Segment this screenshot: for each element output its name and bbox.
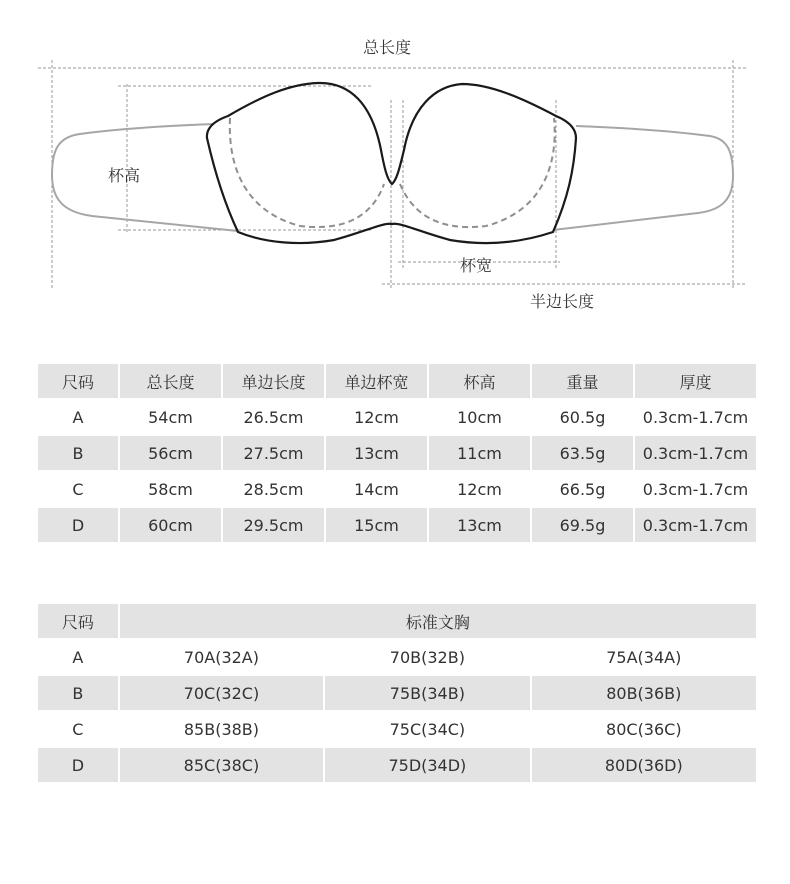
- table-cell: 85B(38B): [120, 712, 323, 746]
- table-row: [38, 640, 756, 674]
- table-cell: 75C(34C): [325, 712, 529, 746]
- table-cell: 29.5cm: [223, 508, 324, 542]
- table-cell: 54cm: [120, 400, 221, 434]
- table-row: [38, 472, 756, 506]
- table-row: [38, 508, 756, 542]
- header-cell: 单边杯宽: [326, 364, 427, 398]
- table-cell: 0.3cm-1.7cm: [635, 436, 756, 470]
- table-cell: 28.5cm: [223, 472, 324, 506]
- table-row: [38, 436, 756, 470]
- table-cell: 56cm: [120, 436, 221, 470]
- table-cell: 14cm: [326, 472, 427, 506]
- header-cell: 标准文胸: [120, 604, 756, 638]
- table-cell: 70A(32A): [120, 640, 323, 674]
- table-cell: 15cm: [326, 508, 427, 542]
- header-cell: 厚度: [635, 364, 756, 398]
- header-cell: 总长度: [120, 364, 221, 398]
- table-cell: 85C(38C): [120, 748, 323, 782]
- size-spec-table: [36, 362, 758, 544]
- table-cell: 80C(36C): [532, 712, 756, 746]
- half-length-label: 半边长度: [530, 292, 595, 311]
- bra-size-conversion-table: [36, 602, 758, 784]
- table-cell: 75A(34A): [532, 640, 756, 674]
- table-cell: A: [38, 640, 118, 674]
- table-cell: 13cm: [429, 508, 530, 542]
- header-cell: 重量: [532, 364, 633, 398]
- table-cell: 60cm: [120, 508, 221, 542]
- table-row: [38, 676, 756, 710]
- table-cell: 80B(36B): [532, 676, 756, 710]
- table-cell: 69.5g: [532, 508, 633, 542]
- table-cell: 70C(32C): [120, 676, 323, 710]
- table-cell: C: [38, 472, 118, 506]
- cup-width-label: 杯宽: [460, 256, 493, 275]
- table-header-row: [38, 364, 756, 398]
- total-length-label: 总长度: [363, 38, 412, 57]
- table-cell: 75D(34D): [325, 748, 529, 782]
- table-cell: 27.5cm: [223, 436, 324, 470]
- table-header-row: [38, 604, 756, 638]
- header-cell: 尺码: [38, 604, 118, 638]
- table-cell: 12cm: [429, 472, 530, 506]
- table-cell: 0.3cm-1.7cm: [635, 508, 756, 542]
- table-cell: 63.5g: [532, 436, 633, 470]
- table-row: [38, 712, 756, 746]
- bra-diagram: [0, 0, 790, 320]
- table-cell: 80D(36D): [532, 748, 756, 782]
- table-cell: 0.3cm-1.7cm: [635, 400, 756, 434]
- table-cell: A: [38, 400, 118, 434]
- table-cell: D: [38, 748, 118, 782]
- table-cell: D: [38, 508, 118, 542]
- table-cell: C: [38, 712, 118, 746]
- table-cell: 70B(32B): [325, 640, 529, 674]
- table-cell: 58cm: [120, 472, 221, 506]
- table-cell: 60.5g: [532, 400, 633, 434]
- table-cell: 26.5cm: [223, 400, 324, 434]
- table-cell: 12cm: [326, 400, 427, 434]
- table-cell: 0.3cm-1.7cm: [635, 472, 756, 506]
- header-cell: 杯高: [429, 364, 530, 398]
- table-cell: 75B(34B): [325, 676, 529, 710]
- header-cell: 尺码: [38, 364, 118, 398]
- table-row: [38, 748, 756, 782]
- header-cell: 单边长度: [223, 364, 324, 398]
- cup-height-label: 杯高: [108, 166, 141, 185]
- table-cell: B: [38, 436, 118, 470]
- table-cell: B: [38, 676, 118, 710]
- table-row: [38, 400, 756, 434]
- table-cell: 10cm: [429, 400, 530, 434]
- table-cell: 66.5g: [532, 472, 633, 506]
- table-cell: 13cm: [326, 436, 427, 470]
- table-cell: 11cm: [429, 436, 530, 470]
